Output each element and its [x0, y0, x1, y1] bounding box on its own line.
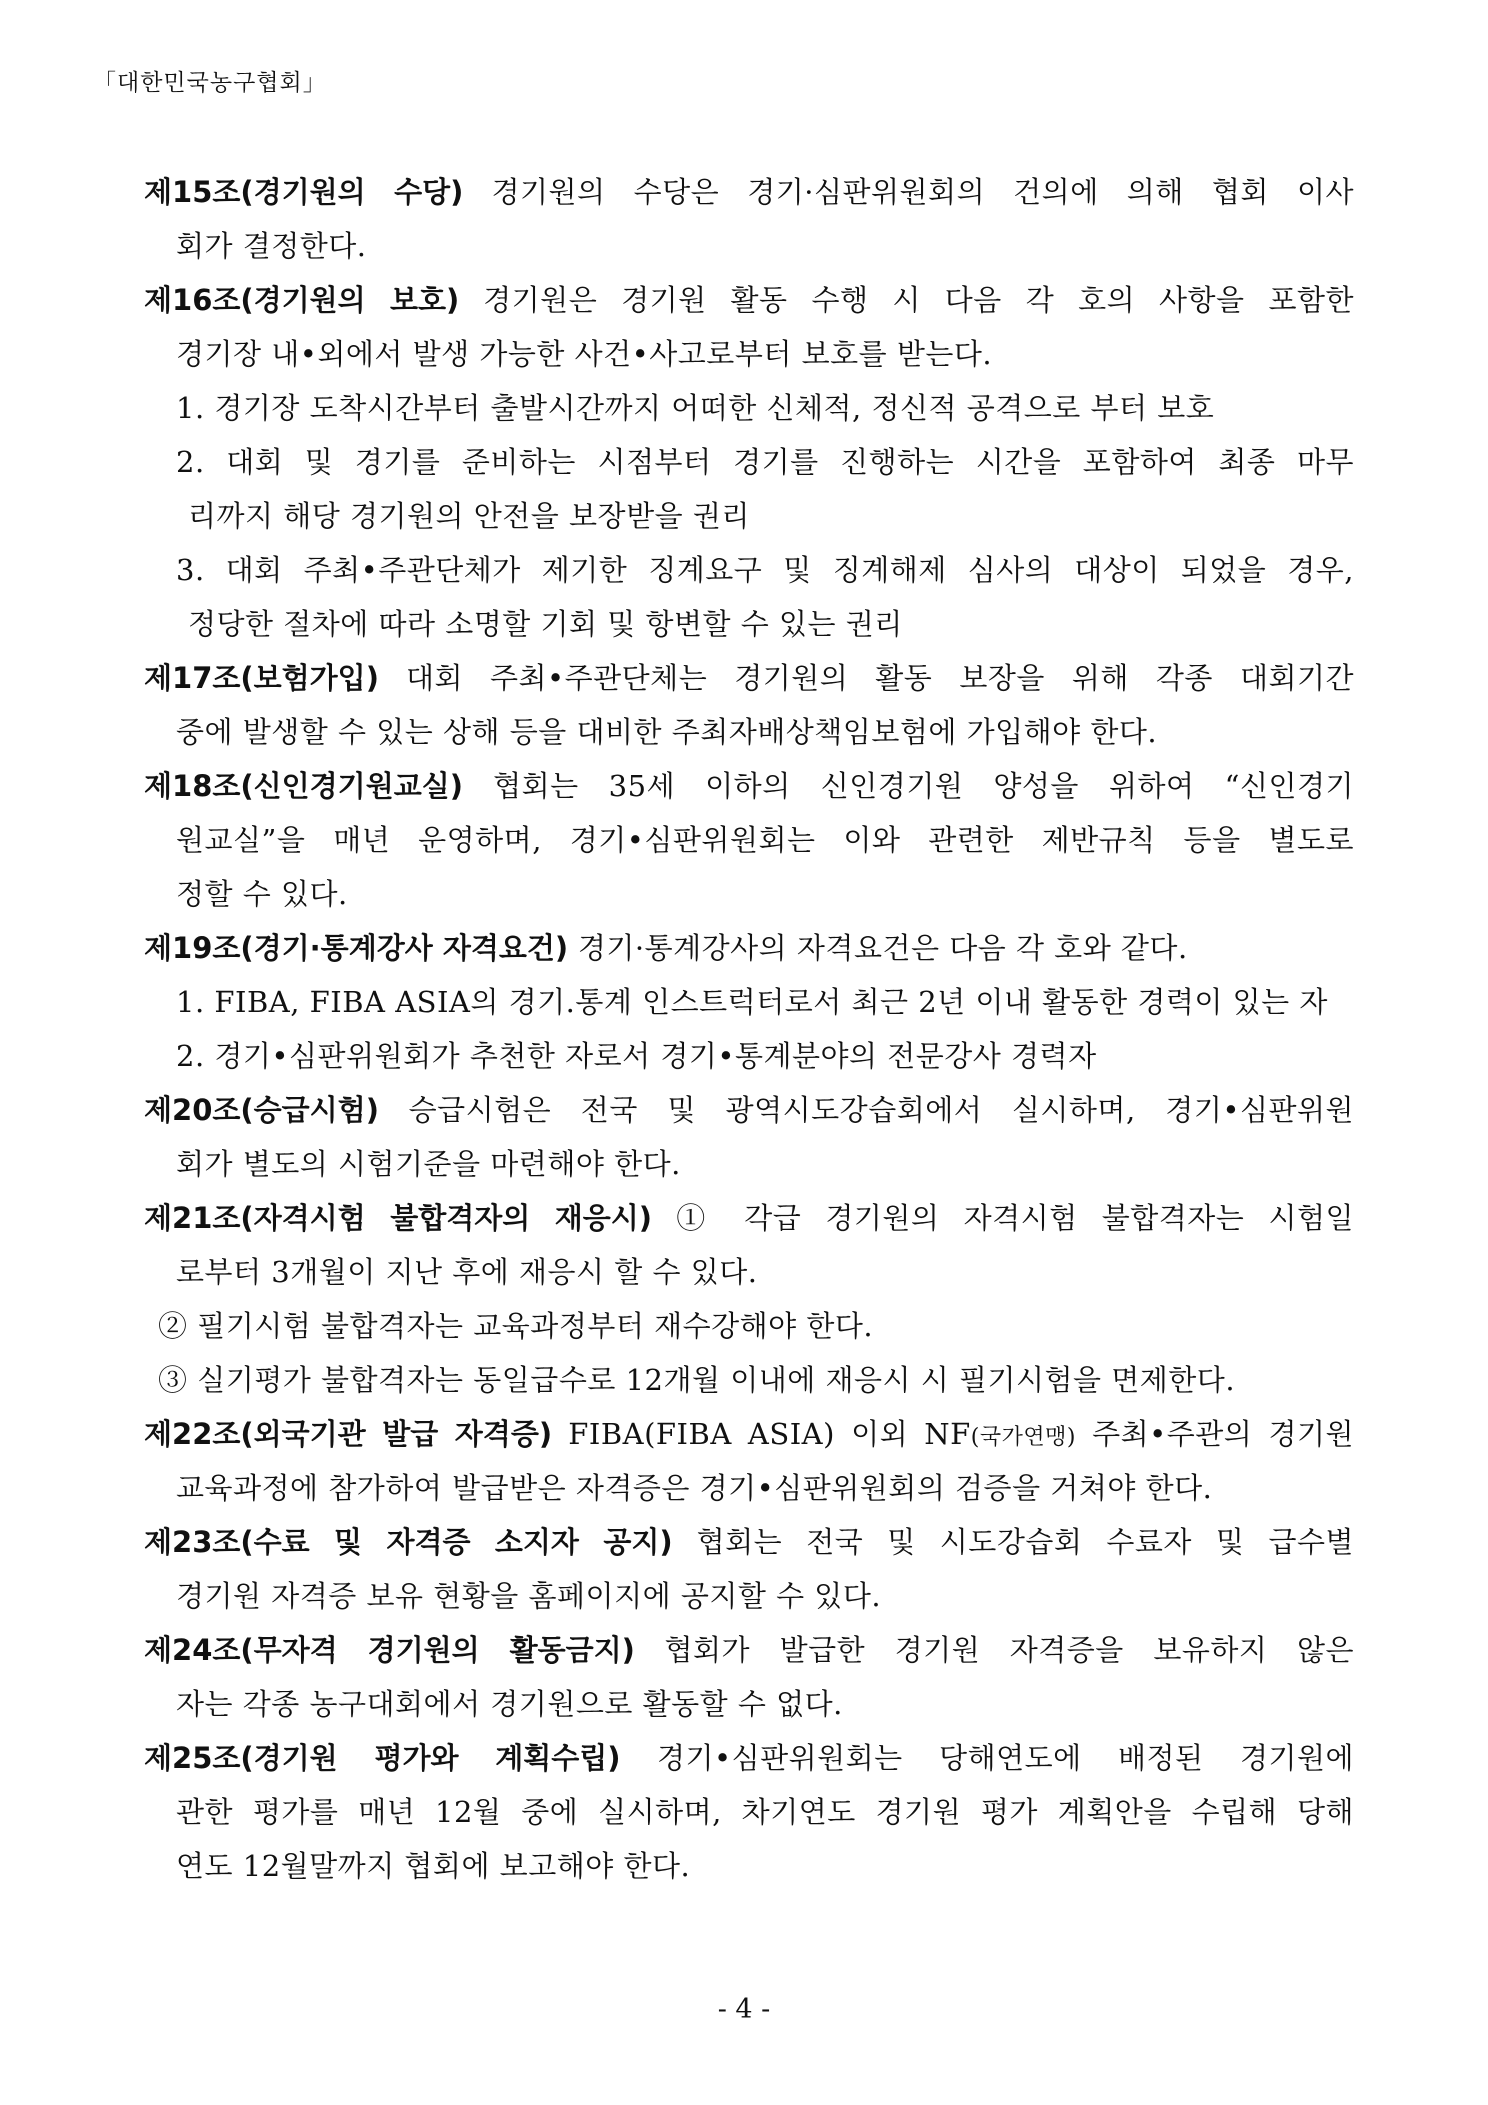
article-title: 제21조(자격시험 불합격자의 재응시) [144, 1201, 653, 1235]
article-20 [144, 1083, 1354, 1137]
article-23-cont: 경기원 자격증 보유 현황을 홈페이지에 공지할 수 있다. [176, 1579, 882, 1613]
article-title: 제24조(무자격 경기원의 활동금지) [144, 1633, 635, 1667]
article-title: 제23조(수료 및 자격증 소지자 공지) [144, 1525, 673, 1559]
article-17-cont: 중에 발생할 수 있는 상해 등을 대비한 주최자배상책임보험에 가입해야 한다. [176, 715, 1158, 749]
article-22 [144, 1407, 1354, 1461]
article-text: 경기원의 수당은 경기·심판위원회의 건의에 의해 협회 이사 [491, 175, 1355, 209]
list-item: 1. 경기장 도착시간부터 출발시간까지 어떠한 신체적, 정신적 공격으로 부터 보호 [176, 391, 1215, 425]
article-18-cont: 원교실”을 매년 운영하며, 경기•심판위원회는 이와 관련한 제반규칙 등을 별도로 [176, 823, 1354, 857]
article-25-cont: 관한 평가를 매년 12월 중에 실시하며, 차기연도 경기원 평가 계획안을 수립해 당해 [176, 1795, 1354, 1829]
article-text-small: (국가연맹) [970, 1425, 1076, 1450]
article-25-cont2: 연도 12월말까지 협회에 보고해야 한다. [176, 1849, 691, 1883]
article-text [568, 1417, 1354, 1451]
sub-clause: ② 필기시험 불합격자는 교육과정부터 재수강해야 한다. [158, 1309, 874, 1343]
article-21 [144, 1191, 1354, 1245]
list-item: 1. FIBA, FIBA ASIA의 경기.통계 인스트럭터로서 최근 2년 이내 활동한 경력이 있는 자 [176, 985, 1328, 1019]
article-text: ① 각급 경기원의 자격시험 불합격자는 시험일 [676, 1201, 1354, 1235]
list-item-cont: 정당한 절차에 따라 소명할 기회 및 항변할 수 있는 권리 [188, 607, 903, 641]
article-23 [144, 1515, 1354, 1569]
article-20-cont: 회가 별도의 시험기준을 마련해야 한다. [176, 1147, 681, 1181]
article-text: 대회 주최•주관단체는 경기원의 활동 보장을 위해 각종 대회기간 [405, 661, 1355, 695]
article-16-cont: 경기장 내•외에서 발생 가능한 사건•사고로부터 보호를 받는다. [176, 337, 993, 371]
article-18-cont2: 정할 수 있다. [176, 877, 348, 911]
article-title: 제22조(외국기관 발급 자격증) [144, 1417, 553, 1451]
article-21-cont: 로부터 3개월이 지난 후에 재응시 할 수 있다. [176, 1255, 758, 1289]
article-text: 경기•심판위원회는 당해연도에 배정된 경기원에 [656, 1741, 1354, 1775]
article-title: 제25조(경기원 평가와 계획수립) [144, 1741, 621, 1775]
article-text-a: FIBA(FIBA ASIA) 이외 NF [568, 1417, 971, 1451]
article-15 [144, 165, 1354, 219]
list-item: 3. 대회 주최•주관단체가 제기한 징계요구 및 징계해제 심사의 대상이 되었을 경우, [176, 553, 1354, 587]
article-25 [144, 1731, 1354, 1785]
article-title: 제16조(경기원의 보호) [144, 283, 460, 317]
article-text: 협회는 35세 이하의 신인경기원 양성을 위하여 “신인경기 [493, 769, 1354, 803]
article-title: 제17조(보험가입) [144, 661, 379, 695]
article-text: 경기원은 경기원 활동 수행 시 다음 각 호의 사항을 포함한 [483, 283, 1355, 317]
article-16 [144, 273, 1354, 327]
list-item: 2. 경기•심판위원회가 추천한 자로서 경기•통계분야의 전문강사 경력자 [176, 1039, 1097, 1073]
organization-header: 「대한민국농구협회」 [93, 70, 327, 96]
article-title: 제20조(승급시험) [144, 1093, 379, 1127]
article-title: 제15조(경기원의 수당) [144, 175, 464, 209]
list-item-cont: 리까지 해당 경기원의 안전을 보장받을 권리 [188, 499, 750, 533]
article-text-b: 주최•주관의 경기원 [1075, 1417, 1355, 1451]
page-number: - 4 - [717, 1994, 771, 2025]
article-text: 협회가 발급한 경기원 자격증을 보유하지 않은 [664, 1633, 1355, 1667]
article-19 [144, 921, 1354, 975]
article-24-cont: 자는 각종 농구대회에서 경기원으로 활동할 수 없다. [176, 1687, 843, 1721]
list-item: 2. 대회 및 경기를 준비하는 시점부터 경기를 진행하는 시간을 포함하여 최종 마무 [176, 445, 1354, 479]
regulation-body [144, 165, 1354, 1893]
article-18 [144, 759, 1354, 813]
article-text: 승급시험은 전국 및 광역시도강습회에서 실시하며, 경기•심판위원 [408, 1093, 1354, 1127]
article-title: 제18조(신인경기원교실) [144, 769, 463, 803]
article-15-cont: 회가 결정한다. [176, 229, 367, 263]
article-text: 협회는 전국 및 시도강습회 수료자 및 급수별 [696, 1525, 1355, 1559]
sub-clause: ③ 실기평가 불합격자는 동일급수로 12개월 이내에 재응시 시 필기시험을 면제한다. [158, 1363, 1236, 1397]
article-title: 제19조(경기·통계강사 자격요건) [144, 931, 569, 965]
article-17 [144, 651, 1354, 705]
article-24 [144, 1623, 1354, 1677]
article-22-cont: 교육과정에 참가하여 발급받은 자격증은 경기•심판위원회의 검증을 거쳐야 한다. [176, 1471, 1213, 1505]
article-text: 경기·통계강사의 자격요건은 다음 각 호와 같다. [577, 931, 1188, 965]
